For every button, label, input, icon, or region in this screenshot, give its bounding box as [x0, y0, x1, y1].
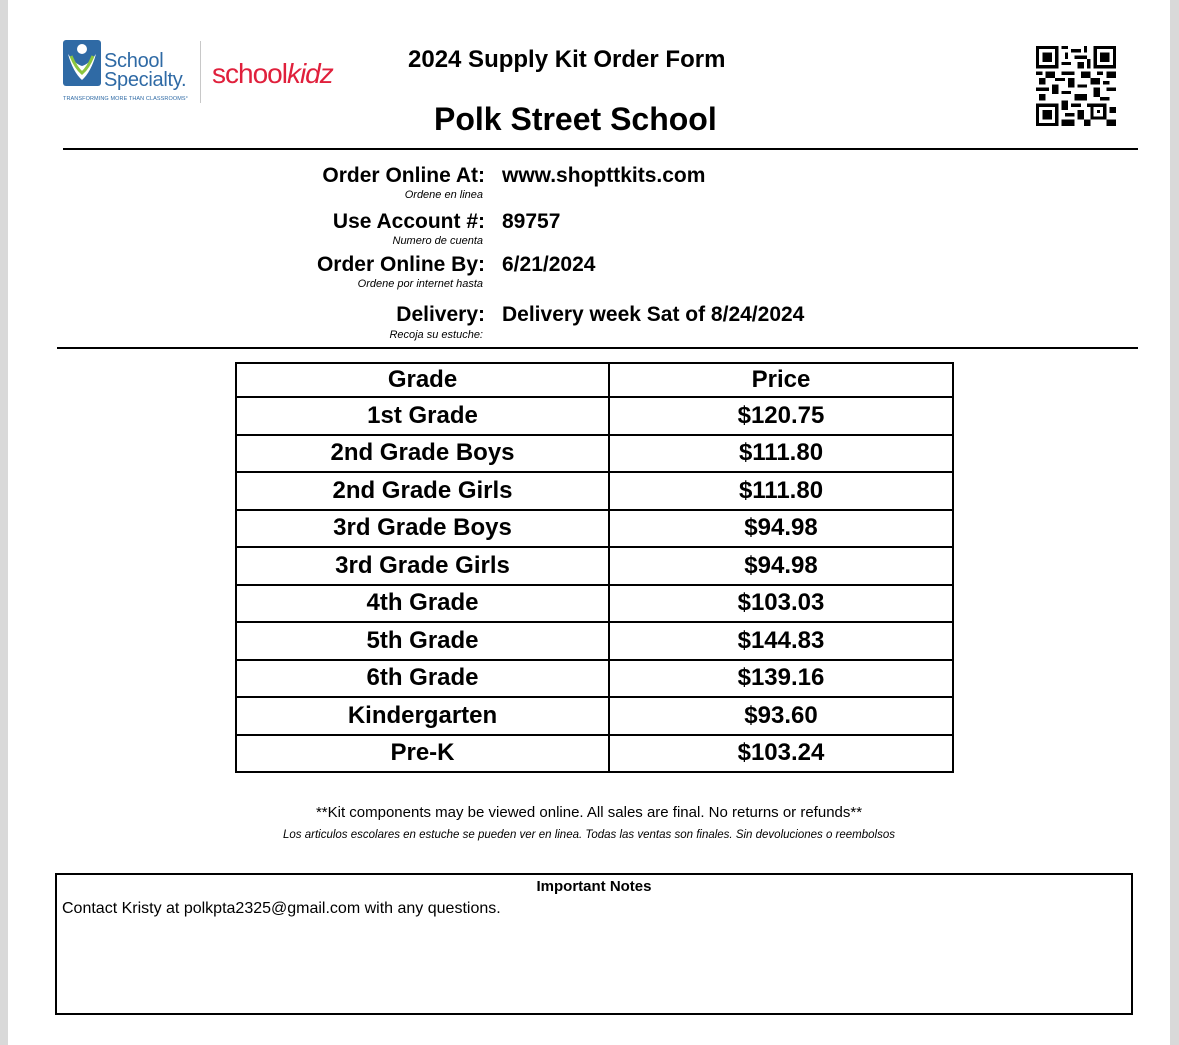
price-cell: $103.03 [609, 585, 953, 623]
price-cell: $111.80 [609, 435, 953, 473]
grade-cell: 3rd Grade Girls [236, 547, 609, 585]
table-row [236, 660, 953, 698]
price-cell: $144.83 [609, 622, 953, 660]
order-online-label: Order Online At: [322, 164, 485, 187]
school-specialty-mark-icon [63, 40, 101, 86]
qr-code-icon[interactable] [1036, 44, 1116, 128]
account-sub: Numero de cuenta [392, 235, 483, 247]
order-form-page [8, 0, 1170, 1045]
school-specialty-tagline: TRANSFORMING MORE THAN CLASSROOMS° [63, 96, 188, 102]
delivery-label: Delivery: [396, 303, 485, 326]
price-cell: $120.75 [609, 397, 953, 435]
table-row [236, 622, 953, 660]
grade-cell: 6th Grade [236, 660, 609, 698]
school-specialty-line2: Specialty. [104, 69, 187, 91]
schoolkidz-part1: school [212, 58, 287, 89]
price-cell: $103.24 [609, 735, 953, 773]
grade-cell: 3rd Grade Boys [236, 510, 609, 548]
price-cell: $94.98 [609, 510, 953, 548]
grade-cell: 4th Grade [236, 585, 609, 623]
table-row [236, 585, 953, 623]
grade-column-header: Grade [236, 363, 609, 397]
important-notes-box [55, 873, 1133, 1015]
order-by-sub: Ordene por internet hasta [357, 278, 483, 290]
schoolkidz-part2: kidz [286, 58, 333, 89]
account-label: Use Account #: [332, 210, 485, 233]
grade-cell: Kindergarten [236, 697, 609, 735]
grade-cell: 1st Grade [236, 397, 609, 435]
table-row [236, 397, 953, 435]
price-cell: $94.98 [609, 547, 953, 585]
school-name: Polk Street School [434, 101, 717, 137]
delivery-value: Delivery week Sat of 8/24/2024 [502, 303, 805, 326]
grade-cell: 2nd Grade Boys [236, 435, 609, 473]
important-notes-title: Important Notes [536, 878, 652, 895]
price-cell: $111.80 [609, 472, 953, 510]
header-divider [63, 148, 1138, 150]
price-cell: $93.60 [609, 697, 953, 735]
footnote-spanish: Los articulos escolares en estuche se pueden ver en linea. Todas las ventas son finales. Sin devoluciones o reembolsos [283, 829, 895, 841]
delivery-sub: Recoja su estuche: [389, 329, 483, 341]
account-number: 89757 [502, 210, 561, 233]
form-title: 2024 Supply Kit Order Form [408, 46, 726, 73]
table-row [236, 510, 953, 548]
order-by-label: Order Online By: [316, 253, 485, 276]
table-row [236, 472, 953, 510]
grade-cell: 5th Grade [236, 622, 609, 660]
table-row [236, 735, 953, 773]
order-by-date: 6/21/2024 [502, 253, 596, 276]
info-divider [57, 347, 1138, 349]
schoolkidz-logo [212, 58, 333, 90]
important-notes-text: Contact Kristy at polkpta2325@gmail.com with any questions. [62, 900, 501, 917]
price-column-header: Price [609, 363, 953, 397]
price-cell: $139.16 [609, 660, 953, 698]
table-row [236, 547, 953, 585]
grade-cell: 2nd Grade Girls [236, 472, 609, 510]
price-table [235, 362, 954, 773]
order-online-sub: Ordene en linea [404, 189, 483, 201]
school-specialty-line1: School [104, 50, 164, 72]
footnote-english: **Kit components may be viewed online. All sales are final. No returns or refunds** [315, 804, 863, 821]
logo-divider [200, 41, 201, 103]
school-specialty-logo [63, 40, 203, 106]
order-online-url[interactable]: www.shopttkits.com [502, 164, 706, 187]
table-header-row [236, 363, 953, 397]
table-row [236, 697, 953, 735]
table-row [236, 435, 953, 473]
grade-cell: Pre-K [236, 735, 609, 773]
